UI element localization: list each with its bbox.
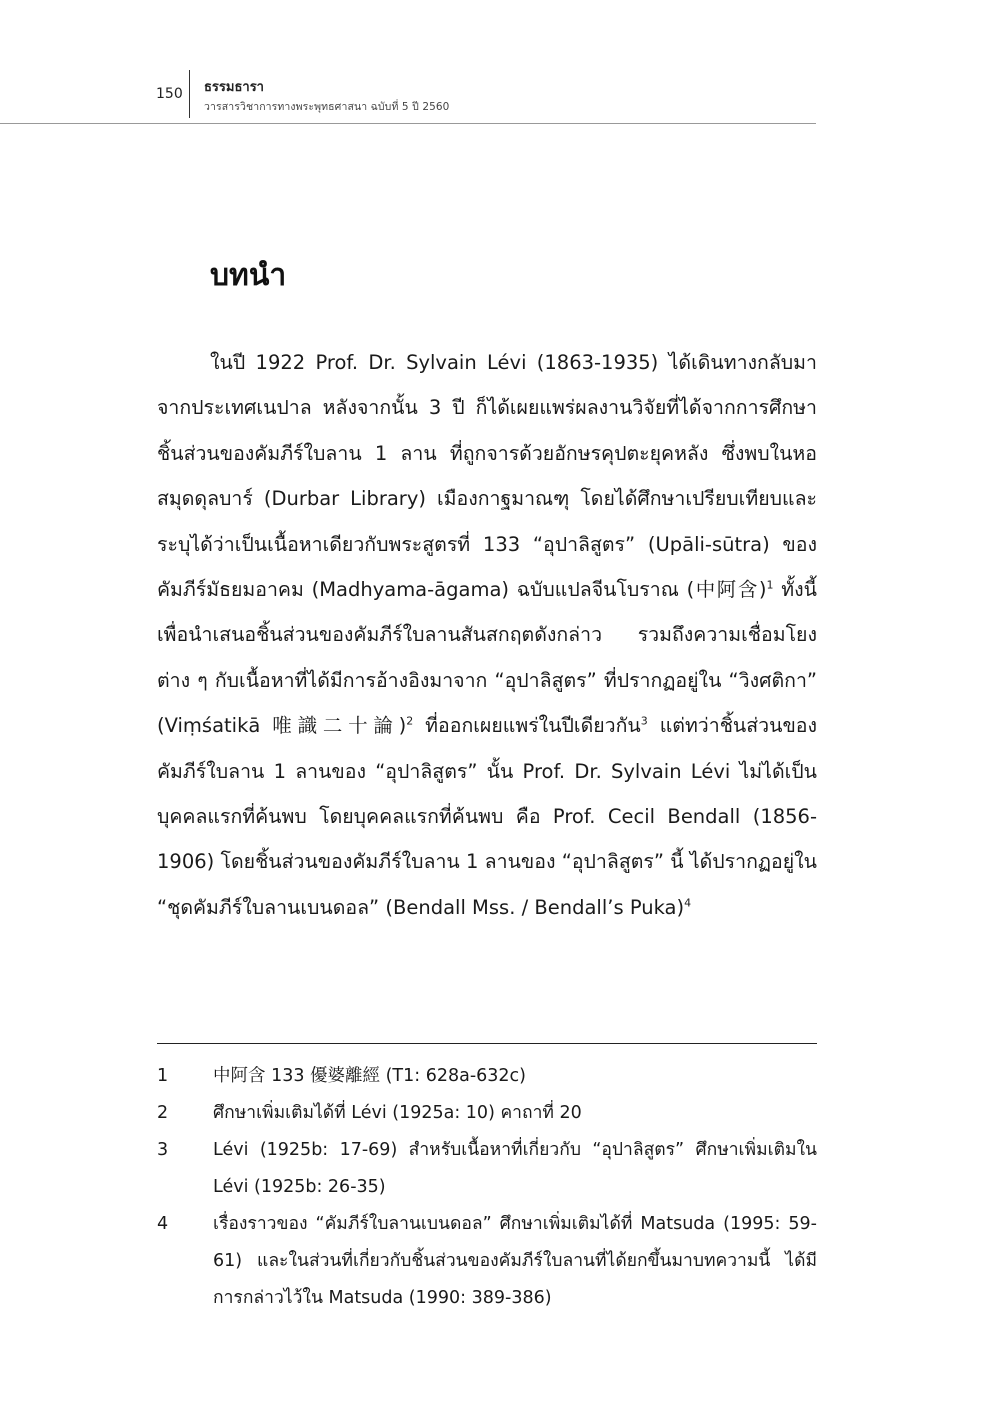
footnote-number: 3 (157, 1140, 169, 1160)
footnote-number: 2 (157, 1103, 169, 1123)
header-divider-vertical (189, 70, 190, 118)
footnote-text: Lévi (1925b: 17-69) สำหรับเนื้อหาที่เกี่ยวกับ “อุปาลิสูตร” ศึกษาเพิ่มเติมใน Lévi (1925b: 26-35) (213, 1140, 817, 1197)
footnote-divider (157, 1043, 817, 1044)
paragraph (157, 340, 817, 930)
footnote-text: ศึกษาเพิ่มเติมได้ที่ Lévi (1925a: 10) คาถาที่ 20 (213, 1103, 582, 1123)
body-text (157, 340, 817, 930)
page-number: 150 (156, 86, 183, 102)
footnote-text: เรื่องราวของ “คัมภีร์ใบลานเบนดอล” ศึกษาเพิ่มเติมได้ที่ Matsuda (1995: 59-61) และในส่วนที่เกี่ยวกับชิ้นส่วนของคัมภีร์ใบลานที่ได้ยกขึ้นมาบทความนี้ ได้มีการกล่าวไว้ใน Matsuda (1990: 389-386) (213, 1214, 817, 1308)
footnote-ref-1: 1 (766, 578, 774, 592)
page-header (0, 70, 816, 125)
footnote-item (157, 1132, 817, 1206)
footnote-item (157, 1058, 817, 1095)
journal-subtitle: วารสารวิชาการทางพระพุทธศาสนา ฉบับที่ 5 ปี 2560 (204, 101, 450, 113)
footnote-text: 中阿含 133 優婆離經 (T1: 628a-632c) (213, 1066, 526, 1086)
footnote-item (157, 1095, 817, 1132)
journal-title: ธรรมธารา (204, 80, 264, 95)
section-title: บทนำ (210, 258, 287, 293)
footnote-number: 4 (157, 1214, 169, 1234)
footnote-ref-3: 3 (640, 714, 648, 728)
body-text-part-1: ในปี 1922 Prof. Dr. Sylvain Lévi (1863-1935) ได้เดินทางกลับมาจากประเทศเนปาล หลังจากนั้น 3 ปี ก็ได้เผยแพร่ผลงานวิจัยที่ได้จากการศึกษาชิ้นส่วนของคัมภีร์ใบลาน 1 ลาน ที่ถูกจารด้วยอักษรคุปตะยุคหลัง ซึ่งพบในหอสมุดดุลบาร์ (Durbar Library) เมืองกาฐมาณฑุ โดยได้ศึกษาเปรียบเทียบและระบุได้ว่าเป็นเนื้อหาเดียวกับพระสูตรที่ 133 “อุปาลิสูตร” (Upāli-sūtra) ของคัมภีร์มัธยมอาคม (Madhyama-āgama) ฉบับแปลจีนโบราณ (中阿含) (157, 351, 817, 602)
body-text-part-3: ที่ออกเผยแพร่ในปีเดียวกัน (413, 714, 641, 738)
footnotes (157, 1058, 817, 1317)
footnote-item (157, 1206, 817, 1317)
body-text-part-2: ทั้งนี้เพื่อนำเสนอชิ้นส่วนของคัมภีร์ใบลานสันสกฤตดังกล่าว รวมถึงความเชื่อมโยงต่าง ๆ กับเนื้อหาที่ได้มีการอ้างอิงมาจาก “อุปาลิสูตร” ที่ปรากฏอยู่ใน “วิงศติกา” (Viṃśatikā 唯識二十論) (157, 578, 817, 738)
footnote-ref-4: 4 (684, 896, 692, 910)
header-divider-horizontal (0, 123, 816, 124)
footnote-ref-2: 2 (406, 714, 414, 728)
body-text-part-4: แต่ทว่าชิ้นส่วนของคัมภีร์ใบลาน 1 ลานของ “อุปาลิสูตร” นั้น Prof. Dr. Sylvain Lévi ไม่ได้เป็นบุคคลแรกที่ค้นพบ โดยบุคคลแรกที่ค้นพบ คือ Prof. Cecil Bendall (1856-1906) โดยชิ้นส่วนของคัมภีร์ใบลาน 1 ลานของ “อุปาลิสูตร” นี้ ได้ปรากฏอยู่ใน “ชุดคัมภีร์ใบลานเบนดอล” (Bendall Mss. / Bendall’s Puka) (157, 714, 818, 919)
footnote-number: 1 (157, 1066, 169, 1086)
